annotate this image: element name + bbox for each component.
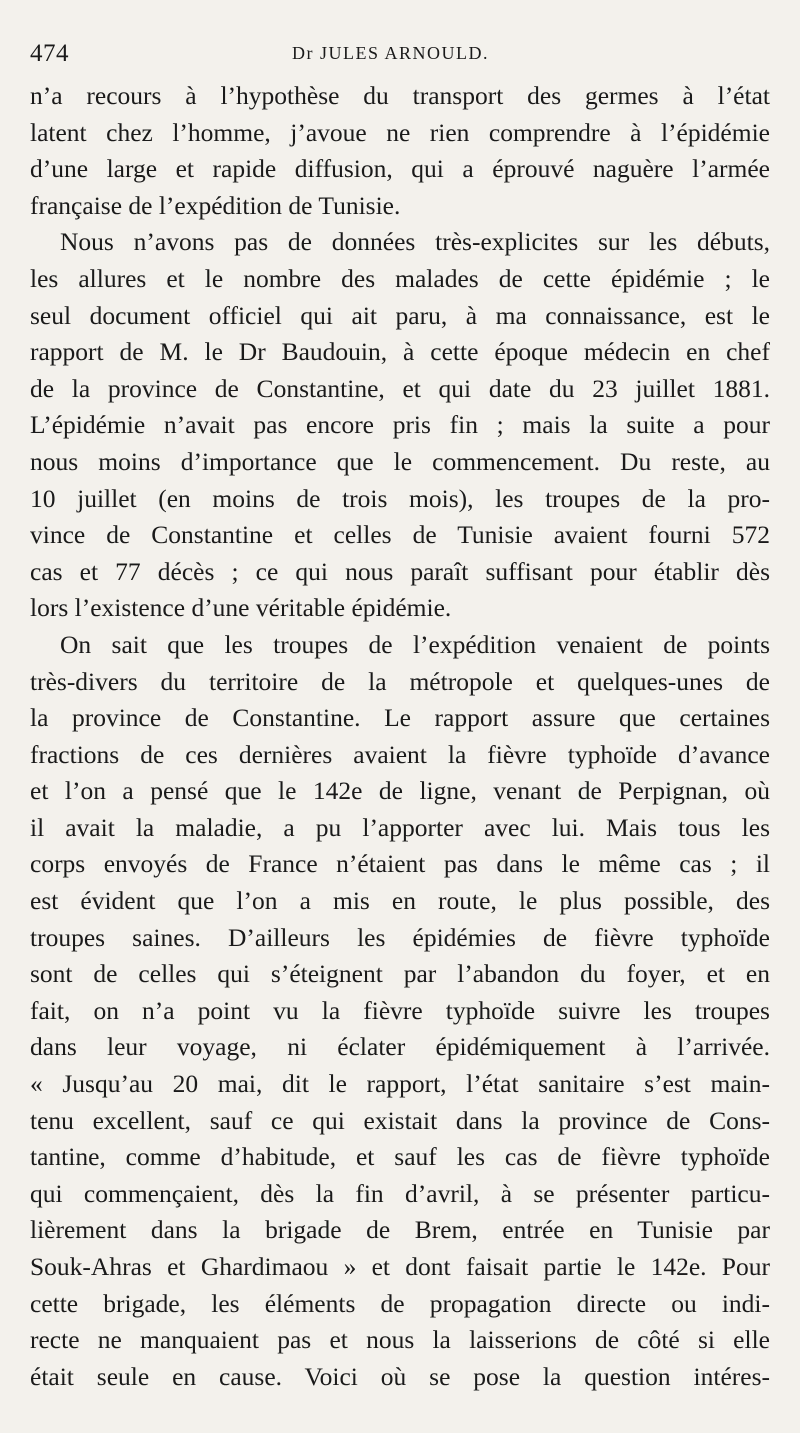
text-line: 10 juillet (en moins de trois mois), les troupes de la pro- bbox=[30, 483, 770, 513]
text-line: « Jusqu’au 20 mai, dit le rapport, l’état sanitaire s’est main- bbox=[30, 1069, 770, 1099]
text-line: tantine, comme d’habitude, et sauf les cas de fièvre typhoïde bbox=[30, 1142, 770, 1172]
text-line: L’épidémie n’avait pas encore pris fin ; mais la suite a pour bbox=[30, 410, 770, 440]
body-text bbox=[30, 78, 770, 1395]
text-line: Nous n’avons pas de données très-explicites sur les débuts, bbox=[60, 227, 770, 257]
text-line: tenu excellent, sauf ce qui existait dans la province de Cons- bbox=[30, 1105, 770, 1135]
running-head: Dr JULES ARNOULD. bbox=[292, 43, 490, 63]
text-line: troupes saines. D’ailleurs les épidémies de fièvre typhoïde bbox=[30, 922, 770, 952]
text-line: et l’on a pensé que le 142e de ligne, venant de Perpignan, où bbox=[30, 776, 770, 806]
text-line: la province de Constantine. Le rapport assure que certaines bbox=[30, 703, 770, 733]
text-line: seul document officiel qui ait paru, à ma connaissance, est le bbox=[30, 300, 770, 330]
text-line: rapport de M. le Dr Baudouin, à cette époque médecin en chef bbox=[30, 337, 770, 367]
text-line: dans leur voyage, ni éclater épidémiquement à l’arrivée. bbox=[30, 1032, 770, 1062]
text-line: française de l’expédition de Tunisie. bbox=[30, 190, 401, 220]
text-line: On sait que les troupes de l’expédition venaient de points bbox=[60, 629, 770, 659]
text-line: sont de celles qui s’éteignent par l’abandon du foyer, et en bbox=[30, 959, 770, 989]
text-line: il avait la maladie, a pu l’apporter avec lui. Mais tous les bbox=[30, 812, 770, 842]
text-line: très-divers du territoire de la métropole et quelques-unes de bbox=[30, 666, 770, 696]
text-line: latent chez l’homme, j’avoue ne rien comprendre à l’épidémie bbox=[30, 117, 770, 147]
text-line: cas et 77 décès ; ce qui nous paraît suffisant pour établir dès bbox=[30, 556, 770, 586]
page-number: 474 bbox=[30, 40, 69, 67]
text-line: les allures et le nombre des malades de cette épidémie ; le bbox=[30, 263, 770, 293]
text-line: fait, on n’a point vu la fièvre typhoïde suivre les troupes bbox=[30, 995, 770, 1025]
text-line: nous moins d’importance que le commencement. Du reste, au bbox=[30, 446, 770, 476]
text-line: était seule en cause. Voici où se pose la question intéres- bbox=[30, 1361, 770, 1391]
text-line: de la province de Constantine, et qui date du 23 juillet 1881. bbox=[30, 373, 770, 403]
text-line: qui commençaient, dès la fin d’avril, à se présenter particu- bbox=[30, 1178, 770, 1208]
text-line: corps envoyés de France n’étaient pas dans le même cas ; il bbox=[30, 849, 770, 879]
text-line: n’a recours à l’hypothèse du transport des germes à l’état bbox=[30, 81, 770, 110]
text-line: est évident que l’on a mis en route, le plus possible, des bbox=[30, 886, 770, 916]
text-line: cette brigade, les éléments de propagation directe ou indi- bbox=[30, 1288, 770, 1318]
text-line: vince de Constantine et celles de Tunisie avaient fourni 572 bbox=[30, 520, 770, 550]
page-header bbox=[30, 40, 770, 70]
text-line: lièrement dans la brigade de Brem, entrée en Tunisie par bbox=[30, 1215, 770, 1245]
text-line: d’une large et rapide diffusion, qui a éprouvé naguère l’armée bbox=[30, 154, 770, 184]
text-line: fractions de ces dernières avaient la fièvre typhoïde d’avance bbox=[30, 739, 770, 769]
text-line: lors l’existence d’une véritable épidémie. bbox=[30, 593, 452, 623]
text-line: recte ne manquaient pas et nous la laisserions de côté si elle bbox=[30, 1325, 770, 1355]
text-line: Souk-Ahras et Ghardimaou » et dont faisait partie le 142e. Pour bbox=[30, 1252, 770, 1281]
